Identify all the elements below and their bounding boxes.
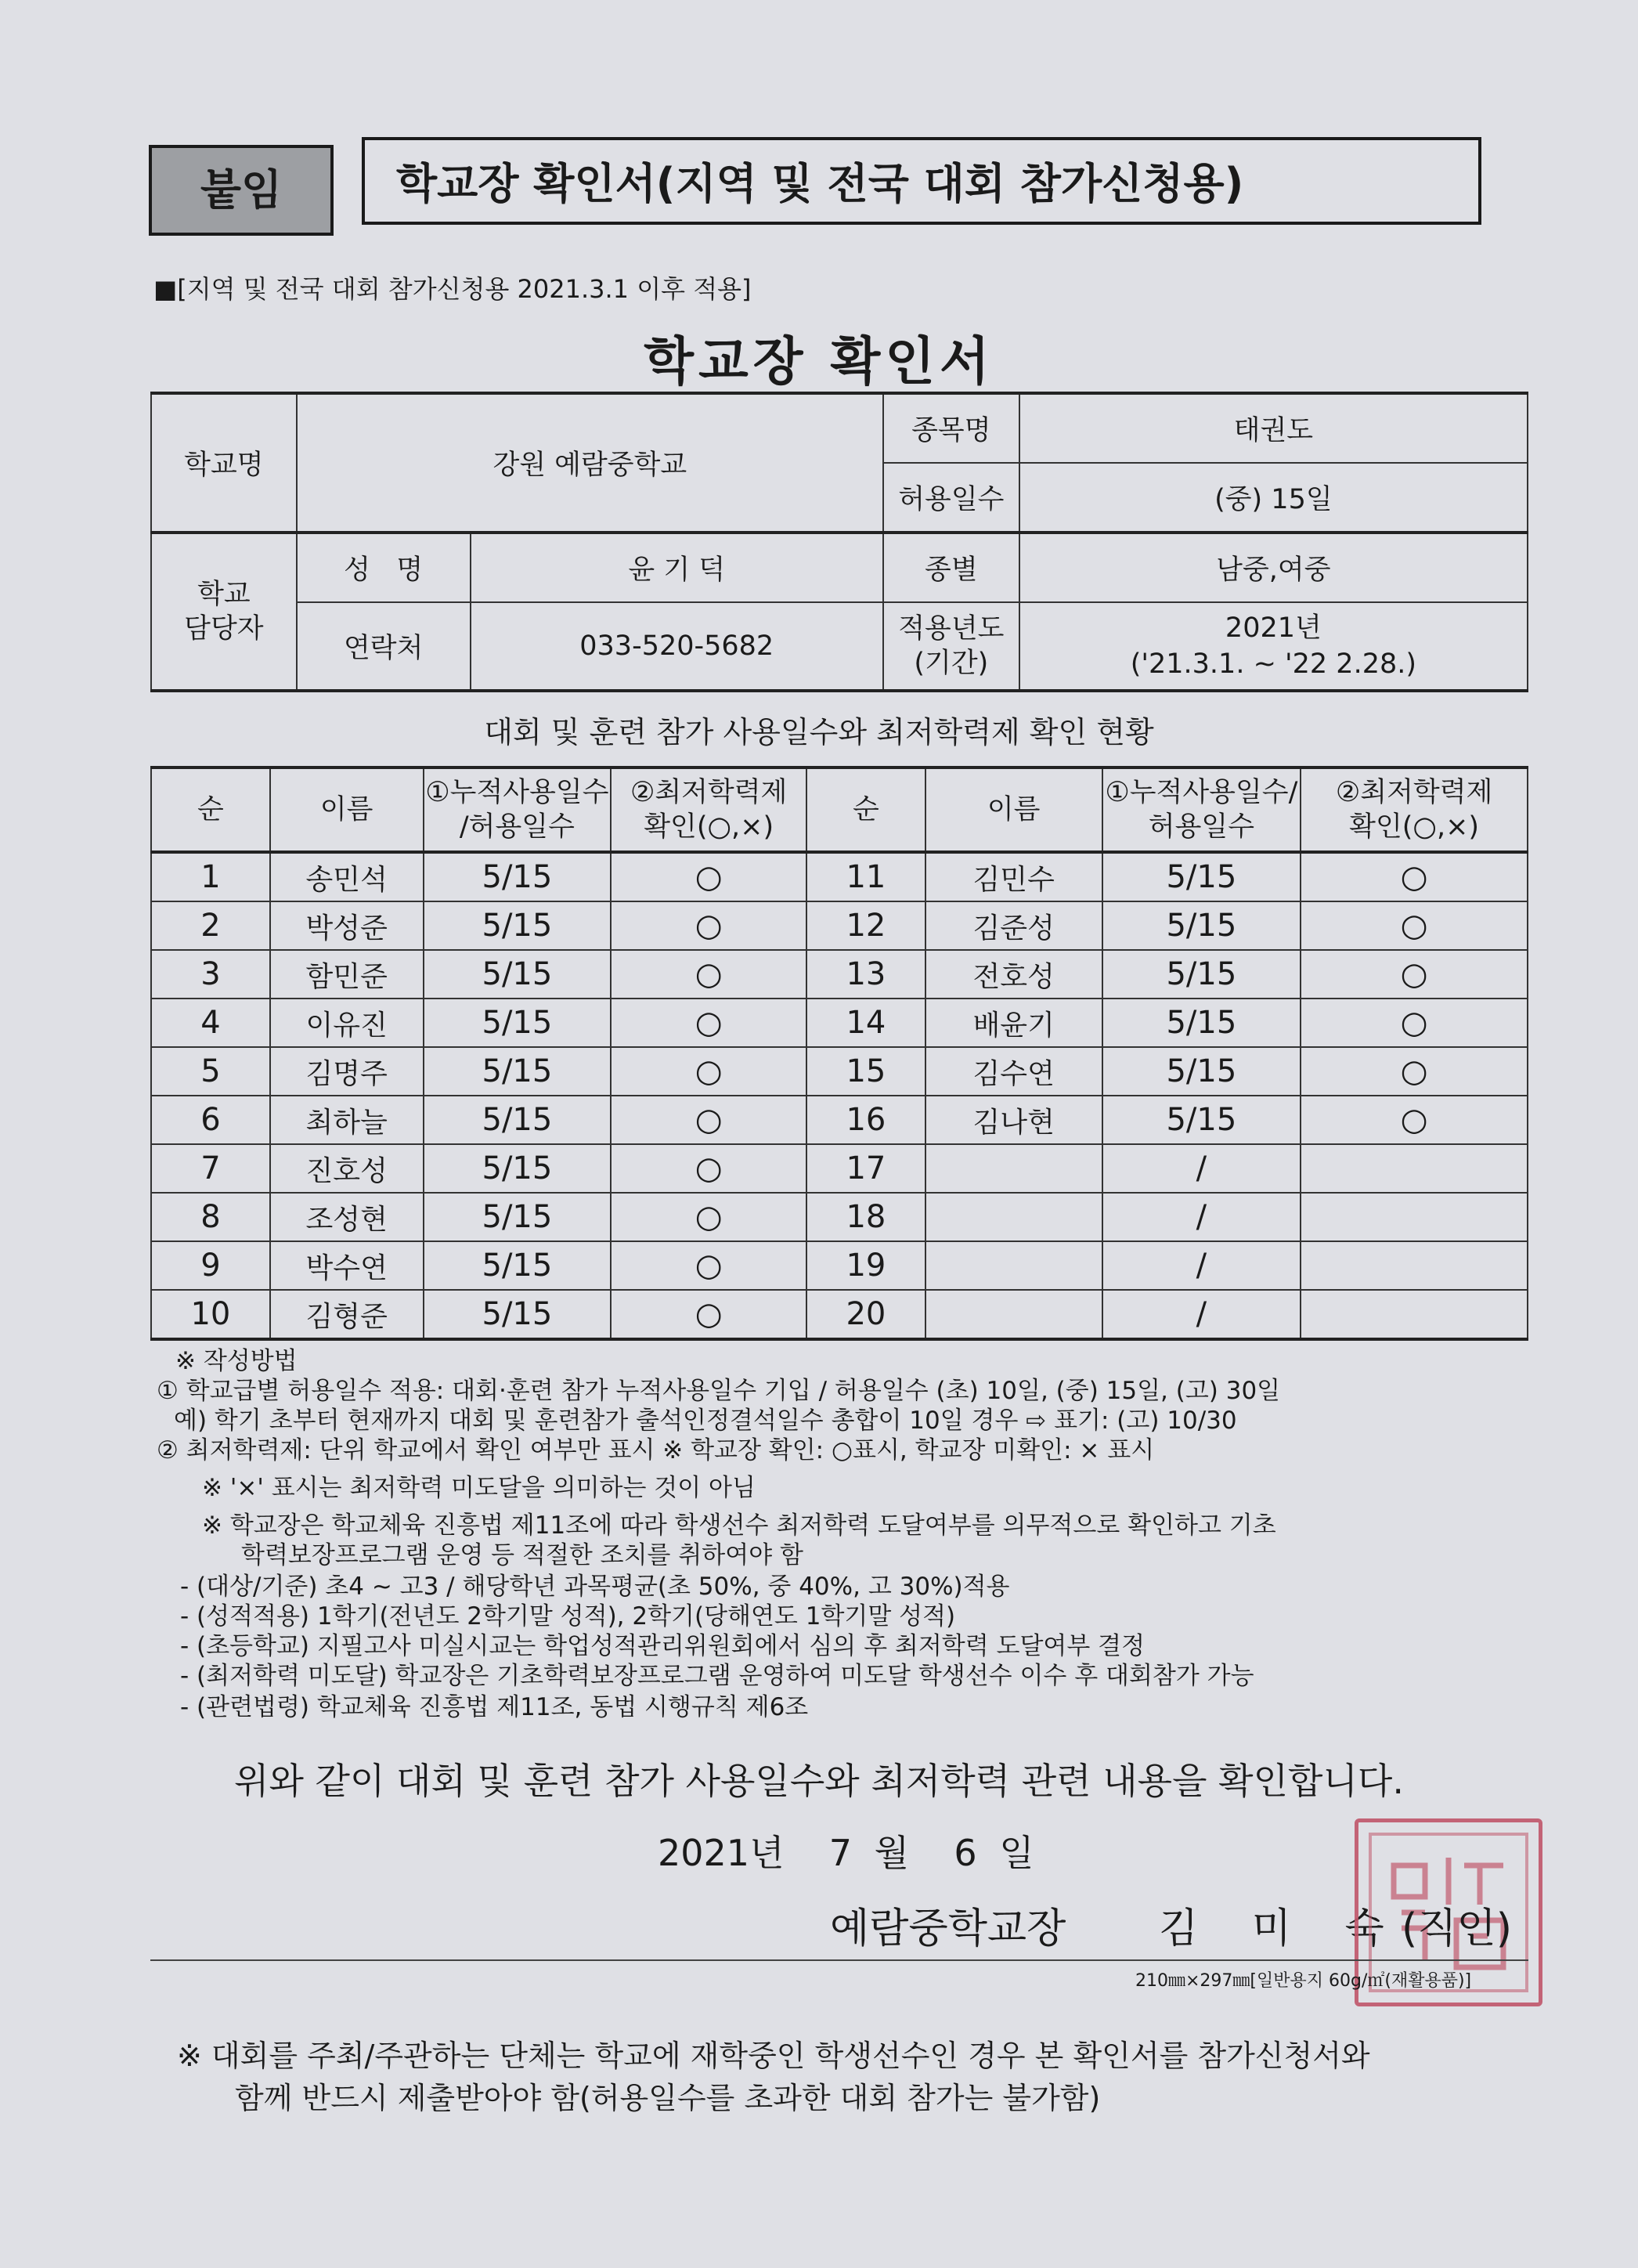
final-notice-line-2: 함께 반드시 제출받아야 함(허용일수를 초과한 대회 참가는 불가함) [235,2081,1101,2115]
row-num: 7 [151,1144,270,1193]
student-name: 박성준 [270,901,424,950]
row-num: 14 [806,999,925,1047]
used-days: / [1102,1144,1301,1193]
paper-spec: 210㎜×297㎜[일반용지 60g/㎡(재활용품)] [1135,1971,1472,1991]
min-achievement-check: ○ [1301,901,1528,950]
min-achievement-check: ○ [611,1096,806,1144]
min-achievement-check [1301,1144,1528,1193]
allowed-days-label: 허용일수 [883,463,1019,533]
used-days: 5/15 [424,901,612,950]
student-name: 배윤기 [925,999,1102,1047]
col-header-check: ②최저학력제 확인(○,×) [611,767,806,852]
roster-table [150,766,1528,1341]
row-num: 5 [151,1047,270,1096]
manager-label: 학교 담당자 [151,533,297,691]
used-days: 5/15 [424,1144,612,1193]
sport-label: 종목명 [883,393,1019,463]
row-num: 17 [806,1144,925,1193]
instruction-line: ※ '×' 표시는 최저학력 미도달을 의미하는 것이 아님 [202,1474,756,1502]
min-achievement-check: ○ [611,852,806,901]
signer-title: 예람중학교장 [830,1905,1066,1952]
student-name: 김준성 [925,901,1102,950]
used-days: 5/15 [424,1241,612,1290]
row-num: 2 [151,901,270,950]
col-header-days: ①누적사용일수 /허용일수 [424,767,612,852]
table-row [151,1241,1528,1290]
min-achievement-check: ○ [611,1193,806,1241]
student-name: 박수연 [270,1241,424,1290]
min-achievement-check: ○ [611,1144,806,1193]
instruction-line: - (최저학력 미도달) 학교장은 기초학력보장프로그램 운영하여 미도달 학생선수 이수 후 대회참가 가능 [180,1662,1254,1690]
student-name [925,1144,1102,1193]
col-header-num: 순 [806,767,925,852]
col-header-name: 이름 [925,767,1102,852]
seal-label: (직인) [1402,1905,1513,1952]
student-name: 김나현 [925,1096,1102,1144]
student-name [925,1193,1102,1241]
allowed-days-value: (중) 15일 [1019,463,1528,533]
row-num: 16 [806,1096,925,1144]
student-name: 조성현 [270,1193,424,1241]
instruction-line: ※ 작성방법 [175,1347,298,1375]
instruction-line: ② 최저학력제: 단위 학교에서 확인 여부만 표시 ※ 학교장 확인: ○표시, 학교장 미확인: × 표시 [157,1436,1155,1464]
student-name: 김수연 [925,1047,1102,1096]
col-header-check: ②최저학력제 확인(○,×) [1301,767,1528,852]
instruction-line: - (성적적용) 1학기(전년도 2학기말 성적), 2학기(당해연도 1학기말 성적) [180,1602,956,1631]
used-days: 5/15 [424,999,612,1047]
min-achievement-check: ○ [1301,1096,1528,1144]
min-achievement-check: ○ [611,1241,806,1290]
category-label: 종별 [883,533,1019,602]
min-achievement-check: ○ [1301,999,1528,1047]
student-name: 김명주 [270,1047,424,1096]
row-num: 12 [806,901,925,950]
used-days: 5/15 [1102,852,1301,901]
instruction-line: - (초등학교) 지필고사 미실시교는 학업성적관리위원회에서 심의 후 최저학력 도달여부 결정 [180,1632,1146,1660]
school-name-label: 학교명 [151,393,297,533]
contact-label: 연락처 [297,602,471,691]
min-achievement-check: ○ [611,901,806,950]
row-num: 6 [151,1096,270,1144]
row-num: 3 [151,950,270,999]
school-name-value: 강원 예람중학교 [297,393,883,533]
col-header-num: 순 [151,767,270,852]
table-row [151,1096,1528,1144]
used-days: 5/15 [424,1193,612,1241]
student-name [925,1241,1102,1290]
student-name: 김형준 [270,1290,424,1339]
row-num: 9 [151,1241,270,1290]
used-days: 5/15 [424,1096,612,1144]
used-days: / [1102,1193,1301,1241]
instruction-line: 예) 학기 초부터 현재까지 대회 및 훈련참가 출석인정결석일수 총합이 10일 경우 ⇨ 표기: (고) 10/30 [174,1407,1237,1435]
min-achievement-check: ○ [1301,852,1528,901]
student-name: 송민석 [270,852,424,901]
min-achievement-check: ○ [1301,1047,1528,1096]
manager-name-value: 윤 기 덕 [471,533,883,602]
table-row [151,852,1528,901]
used-days: 5/15 [1102,999,1301,1047]
used-days: 5/15 [1102,950,1301,999]
row-num: 4 [151,999,270,1047]
used-days: 5/15 [424,852,612,901]
student-name: 이유진 [270,999,424,1047]
row-num: 8 [151,1193,270,1241]
table-row [151,1193,1528,1241]
row-num: 19 [806,1241,925,1290]
col-header-days: ①누적사용일수/ 허용일수 [1102,767,1301,852]
attachment-badge: 붙임 [149,145,334,236]
row-num: 18 [806,1193,925,1241]
apply-year-value: 2021년 ('21.3.1. ~ '22 2.28.) [1019,602,1528,691]
divider [150,1959,1528,1961]
final-notice-line-1: ※ 대회를 주최/주관하는 단체는 학교에 재학중인 학생선수인 경우 본 확인서를 참가신청서와 [177,2039,1370,2073]
student-name: 김민수 [925,852,1102,901]
student-name: 진호성 [270,1144,424,1193]
row-num: 1 [151,852,270,901]
min-achievement-check: ○ [1301,950,1528,999]
min-achievement-check: ○ [611,950,806,999]
row-num: 13 [806,950,925,999]
instruction-line: ① 학교급별 허용일수 적용: 대회·훈련 참가 누적사용일수 기입 / 허용일수 (초) 10일, (중) 15일, (고) 30일 [157,1377,1281,1405]
min-achievement-check [1301,1290,1528,1339]
used-days: 5/15 [1102,1096,1301,1144]
signer-name: 김 미 숙 [1159,1905,1405,1952]
used-days: 5/15 [424,1047,612,1096]
student-name: 함민준 [270,950,424,999]
instruction-line: ※ 학교장은 학교체육 진흥법 제11조에 따라 학생선수 최저학력 도달여부를 의무적으로 확인하고 기초 [202,1511,1276,1540]
school-info-table [150,392,1528,692]
roster-section-title: 대회 및 훈련 참가 사용일수와 최저학력제 확인 현황 [484,715,1154,749]
contact-value: 033-520-5682 [471,602,883,691]
min-achievement-check: ○ [611,1047,806,1096]
min-achievement-check: ○ [611,1290,806,1339]
student-name: 최하늘 [270,1096,424,1144]
signature-date: 2021년 7 월 6 일 [658,1832,1034,1874]
instruction-line: 학력보장프로그램 운영 등 적절한 조치를 취하여야 함 [241,1541,803,1569]
student-name: 전호성 [925,950,1102,999]
row-num: 20 [806,1290,925,1339]
sport-value: 태권도 [1019,393,1528,463]
used-days: 5/15 [1102,1047,1301,1096]
row-num: 11 [806,852,925,901]
table-row [151,1047,1528,1096]
used-days: 5/15 [424,950,612,999]
table-row [151,1290,1528,1339]
category-value: 남중,여중 [1019,533,1528,602]
form-header-title: 학교장 확인서(지역 및 전국 대회 참가신청용) [362,137,1481,225]
col-header-name: 이름 [270,767,424,852]
apply-year-label: 적용년도 (기간) [883,602,1019,691]
instruction-line: - (관련법령) 학교체육 진흥법 제11조, 동법 시행규칙 제6조 [180,1693,809,1721]
used-days: / [1102,1290,1301,1339]
table-row [151,950,1528,999]
row-num: 15 [806,1047,925,1096]
used-days: 5/15 [424,1290,612,1339]
min-achievement-check [1301,1241,1528,1290]
form-applicability-note: ■[지역 및 전국 대회 참가신청용 2021.3.1 이후 적용] [153,274,752,304]
instruction-line: - (대상/기준) 초4 ~ 고3 / 해당학년 과목평균(초 50%, 중 40%, 고 30%)적용 [180,1573,1010,1601]
min-achievement-check: ○ [611,999,806,1047]
manager-name-label: 성 명 [297,533,471,602]
document-title: 학교장 확인서 [644,331,994,392]
row-num: 10 [151,1290,270,1339]
table-row [151,999,1528,1047]
table-row [151,1144,1528,1193]
student-name [925,1290,1102,1339]
min-achievement-check [1301,1193,1528,1241]
used-days: 5/15 [1102,901,1301,950]
table-row [151,901,1528,950]
used-days: / [1102,1241,1301,1290]
confirmation-statement: 위와 같이 대회 및 훈련 참가 사용일수와 최저학력 관련 내용을 확인합니다. [234,1760,1404,1802]
